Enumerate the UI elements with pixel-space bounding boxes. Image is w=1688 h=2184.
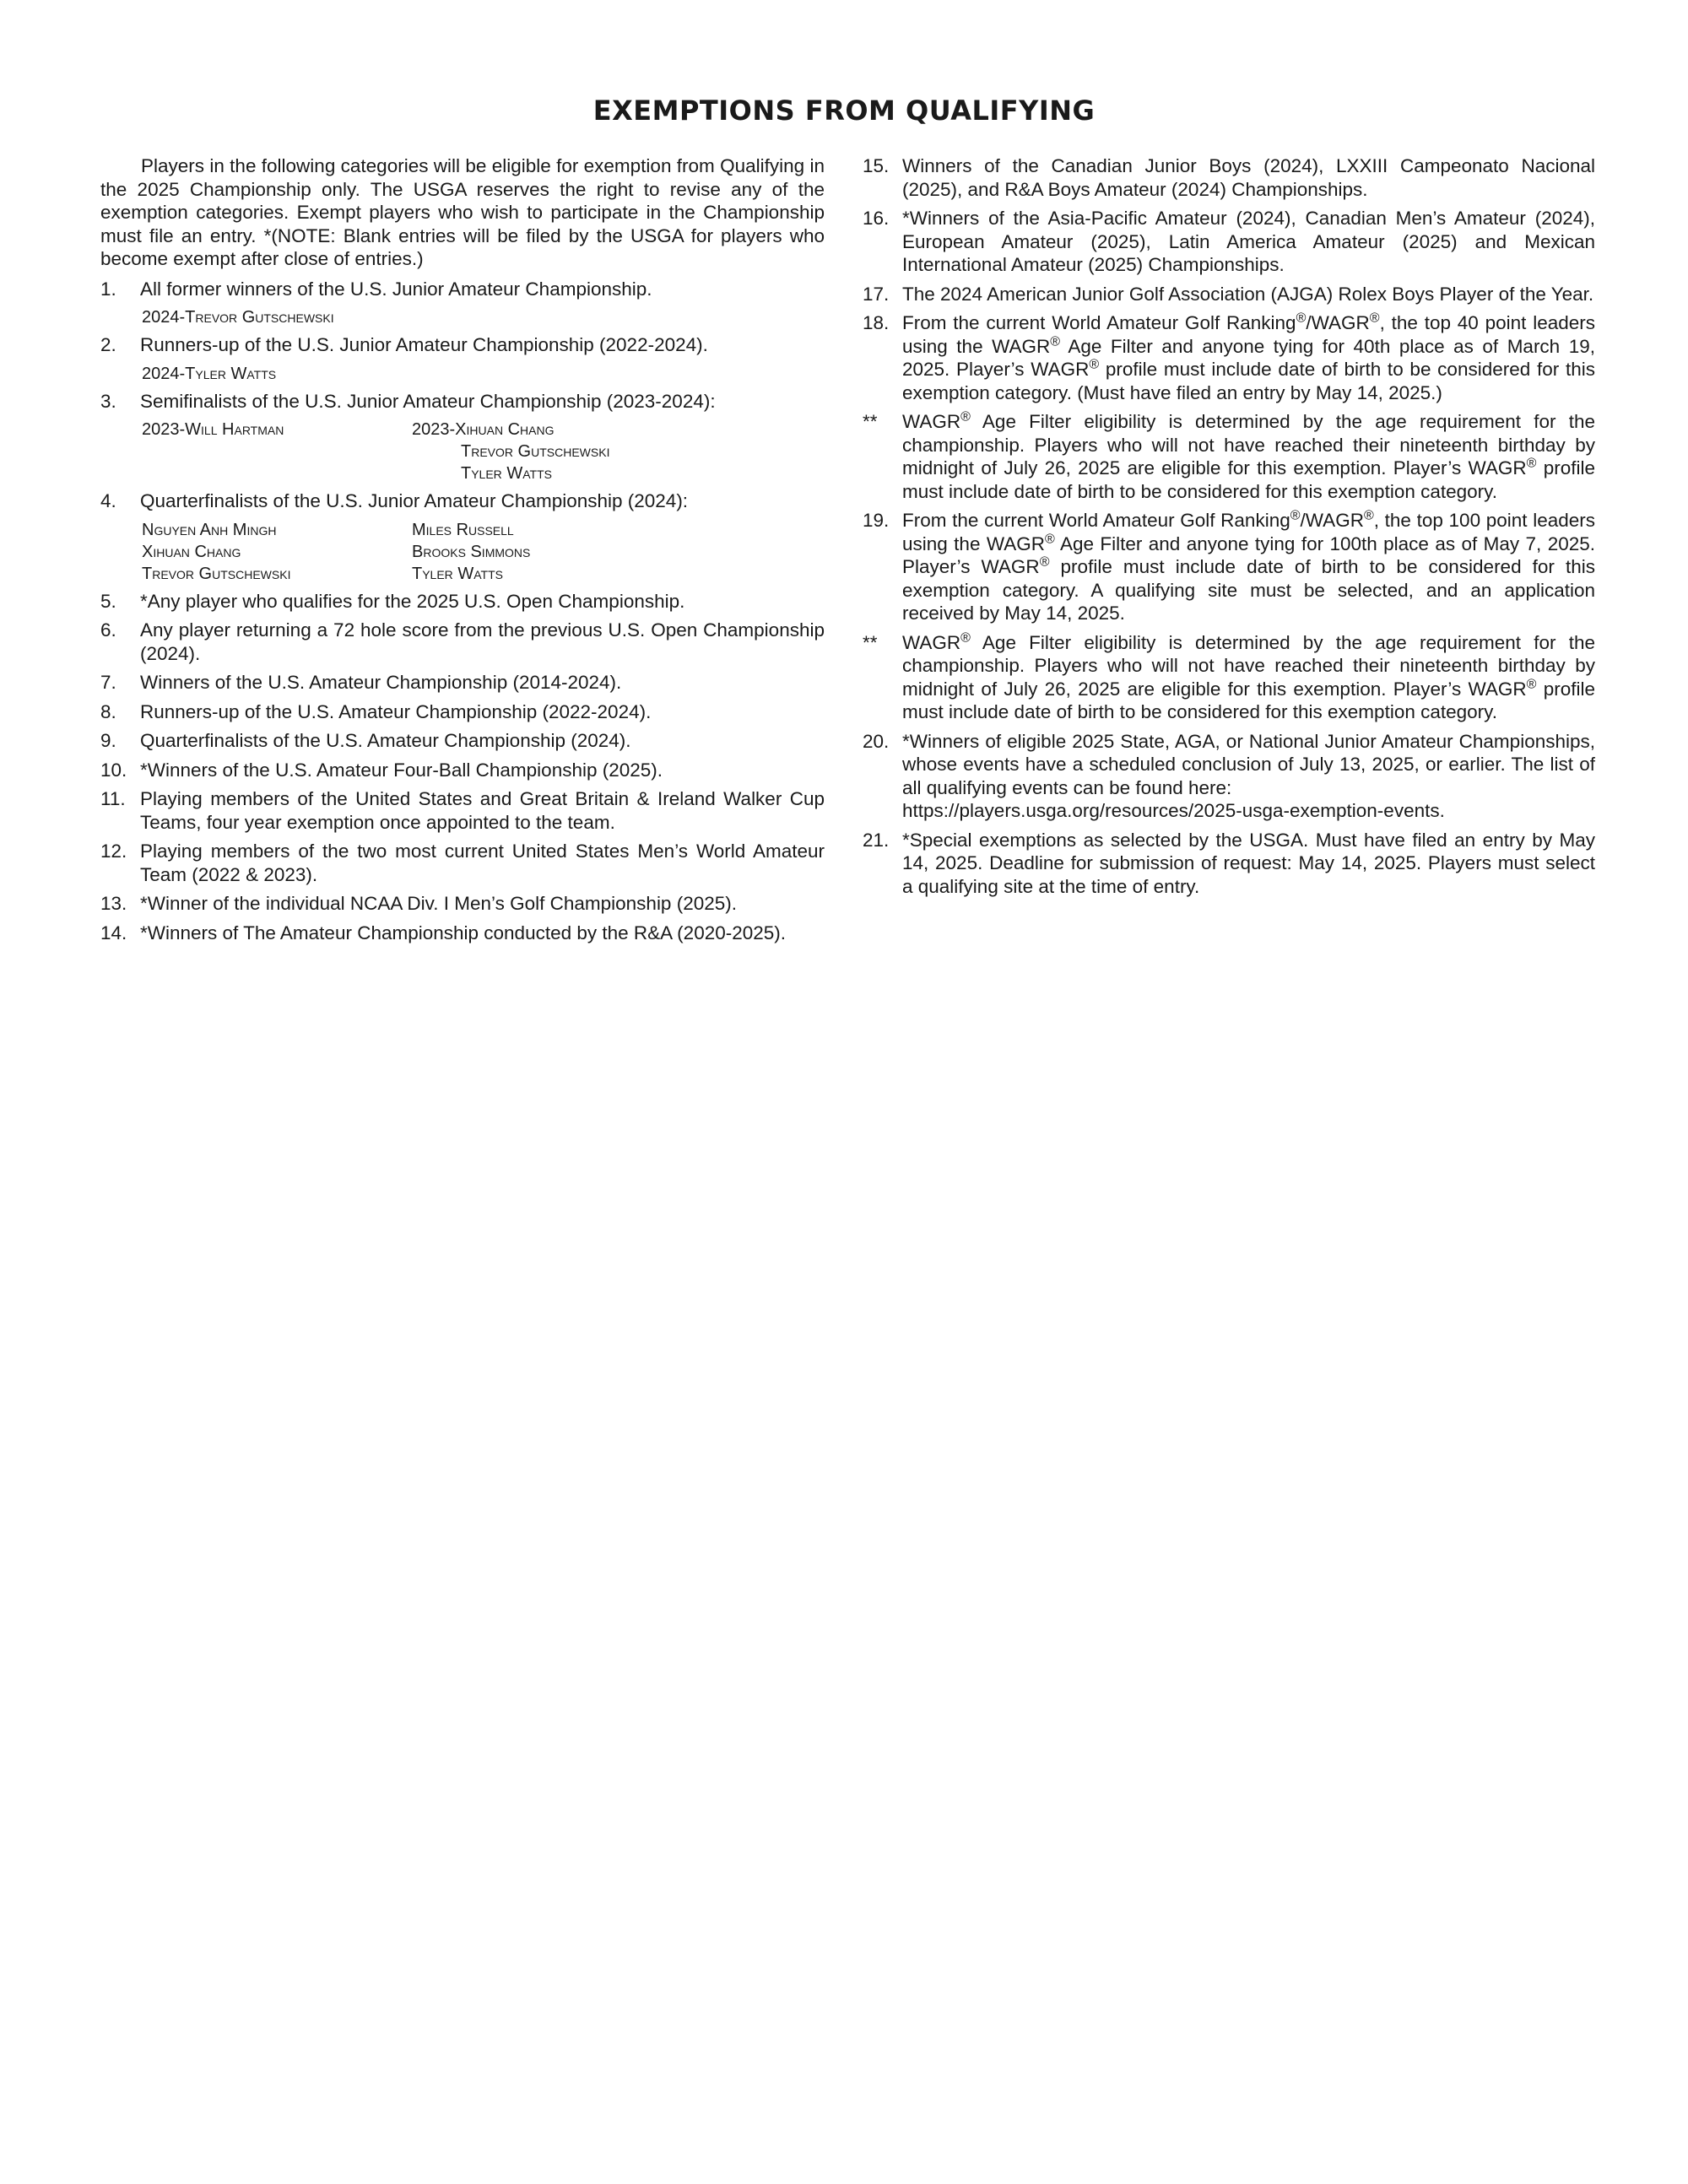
note-marker: ** (863, 411, 878, 432)
player-name: Xihuan Chang (142, 542, 241, 561)
list-item (100, 619, 825, 665)
item-text: Winners of the Canadian Junior Boys (2024), LXXIII Campeonato Nacional (2025), and R&A Boys Amateur (2024) Championships. (902, 155, 1595, 200)
registered-mark: ® (960, 409, 971, 424)
item-number: 21. (863, 829, 890, 851)
item-text: Playing members of the United States and Great Britain & Ireland Walker Cup Teams, four year exemption once appointed to the team. (140, 788, 825, 833)
list-item (100, 390, 825, 414)
player-name: Miles Russell (412, 520, 514, 539)
item-number: 5. (100, 590, 116, 612)
player-name: Tyler Watts (461, 464, 552, 483)
page-title: EXEMPTIONS FROM QUALIFYING (592, 95, 1096, 127)
registered-mark: ® (1089, 357, 1100, 372)
item-number: 2. (100, 334, 116, 355)
right-column (863, 154, 1595, 904)
item-number: 11. (100, 788, 126, 809)
list-item (100, 590, 825, 614)
note-marker: ** (863, 631, 878, 653)
player-name: 2023-Will Hartman (142, 420, 284, 439)
item-text: Playing members of the two most current United States Men’s World Amateur Team (2022 & 2023). (140, 841, 825, 885)
list-item (100, 278, 825, 301)
item-text: Any player returning a 72 hole score from the previous U.S. Open Championship (2024). (140, 619, 825, 664)
item-number: 19. (863, 510, 890, 531)
registered-mark: ® (1050, 334, 1061, 349)
item-number: 18. (863, 312, 890, 333)
left-column (100, 154, 825, 950)
list-item (100, 759, 825, 782)
registered-mark: ® (1369, 311, 1380, 326)
item-text: From the current World Amateur Golf Ranking®/WAGR®, the top 100 point leaders using the WAGR® Age Filter and anyone tying for 100th place as of May 7, 2025. Player’s WAGR® profile must include date of birth to be considered for this exemption category. A qualifying site must be selected, and an application received by May 14, 2025. (902, 508, 1595, 624)
item-number: 20. (863, 730, 890, 752)
item-number: 13. (100, 893, 127, 914)
player-name: 2023-Xihuan Chang (412, 420, 555, 439)
item-text: *Winners of the Asia-Pacific Amateur (2024), Canadian Men’s Amateur (2024), European Amateur (2025), Latin America Amateur (2025) and Mexican International Amateur (2025) Championships. (902, 208, 1595, 275)
item-text: *Any player who qualifies for the 2025 U.S. Open Championship. (140, 590, 685, 612)
item-number: 12. (100, 841, 127, 862)
item-text: Runners-up of the U.S. Junior Amateur Championship (2022-2024). (140, 334, 708, 355)
item-number: 4. (100, 490, 116, 511)
player-name: Nguyen Anh Mingh (142, 520, 277, 539)
note-item (863, 631, 1595, 724)
item-text: Quarterfinalists of the U.S. Amateur Championship (2024). (140, 730, 631, 751)
item-text: From the current World Amateur Golf Ranking®/WAGR®, the top 40 point leaders using the WAGR® Age Filter and anyone tying for 40th place as of March 19, 2025. Player’s WAGR® profile must include date of birth to be considered for this exemption category. (Must have filed an entry by May 14, 2025.) (902, 311, 1595, 403)
list-item (100, 489, 825, 513)
item-number: 14. (100, 922, 127, 943)
registered-mark: ® (1039, 554, 1050, 570)
intro-paragraph: Players in the following categories will be eligible for exemption from Qualifying in the 2025 Championship only. The USGA reserves the right to revise any of the exemption categories. Exempt players who wish to participate in the Championship must file an entry. *(NOTE: Blank entries will be filed by the USGA for players who become exempt after close of entries.) (100, 155, 825, 269)
player-name: 2024-Tyler Watts (142, 364, 277, 383)
list-item (100, 840, 825, 886)
item-text: All former winners of the U.S. Junior Amateur Championship. (140, 278, 652, 300)
item-text: The 2024 American Junior Golf Association (AJGA) Rolex Boys Player of the Year. (902, 283, 1594, 305)
item-text: *Winner of the individual NCAA Div. I Men’s Golf Championship (2025). (140, 893, 737, 914)
item-number: 17. (863, 283, 890, 305)
list-item (100, 700, 825, 724)
list-item (100, 671, 825, 695)
item-number: 3. (100, 390, 116, 412)
player-name: Trevor Gutschewski (142, 564, 291, 583)
note-text: WAGR® Age Filter eligibility is determined by the age requirement for the championship. Players who will not have reached their nineteenth birthday by midnight of July 26, 2025 are eligible for this exemption. Player’s WAGR® profile must include date of birth to be considered for this exemption category. (902, 409, 1595, 502)
player-names (100, 363, 825, 385)
registered-mark: ® (1526, 456, 1537, 471)
player-names (100, 306, 825, 328)
list-item (863, 829, 1595, 899)
list-item (100, 787, 825, 834)
player-name: 2024-Trevor Gutschewski (142, 308, 334, 327)
player-names (100, 419, 825, 484)
item-text: Quarterfinalists of the U.S. Junior Amateur Championship (2024): (140, 490, 689, 511)
item-number: 16. (863, 208, 890, 229)
item-text: *Winners of The Amateur Championship conducted by the R&A (2020-2025). (140, 922, 787, 943)
list-item (863, 311, 1595, 404)
list-item (100, 729, 825, 753)
registered-mark: ® (1045, 532, 1055, 546)
registered-mark: ® (1526, 677, 1537, 691)
list-item (863, 730, 1595, 823)
exemption-events-link[interactable]: https://players.usga.org/resources/2025-usga-exemption-events. (902, 800, 1445, 821)
player-names (100, 519, 825, 585)
player-name: Trevor Gutschewski (461, 442, 610, 461)
list-item (863, 154, 1595, 201)
registered-mark: ® (1296, 311, 1307, 326)
registered-mark: ® (1363, 508, 1374, 523)
item-number: 10. (100, 759, 127, 781)
item-text: *Winners of the U.S. Amateur Four-Ball Championship (2025). (140, 759, 663, 781)
list-item (863, 207, 1595, 277)
item-number: 6. (100, 619, 116, 641)
item-text: *Winners of eligible 2025 State, AGA, or National Junior Amateur Championships, whose events have a scheduled conclusion of July 13, 2025, or earlier. The list of all qualifying events can be found here: https://players.usga.org/resources/2025-usga-exemption-events. (902, 730, 1595, 821)
list-item (100, 892, 825, 916)
list-item (100, 922, 825, 945)
item-number: 1. (100, 278, 116, 300)
item-text: Semifinalists of the U.S. Junior Amateur Championship (2023-2024): (140, 390, 716, 412)
note-text: WAGR® Age Filter eligibility is determined by the age requirement for the championship. Players who will not have reached their nineteenth birthday by midnight of July 26, 2025 are eligible for this exemption. Player’s WAGR® profile must include date of birth to be considered for this exemption category. (902, 630, 1595, 722)
item-text: Runners-up of the U.S. Amateur Championship (2022-2024). (140, 700, 652, 722)
item-text: Winners of the U.S. Amateur Championship (2014-2024). (140, 672, 622, 693)
item-number: 9. (100, 730, 116, 751)
registered-mark: ® (1290, 508, 1301, 523)
registered-mark: ® (960, 630, 971, 645)
item-number: 15. (863, 155, 890, 176)
item-number: 8. (100, 700, 116, 722)
player-name: Brooks Simmons (412, 542, 531, 561)
item-text: *Special exemptions as selected by the USGA. Must have filed an entry by May 14, 2025. Deadline for submission of request: May 14, 2025. Players must select a qualifying site at the time of entry. (902, 829, 1595, 897)
player-name: Tyler Watts (412, 564, 503, 583)
list-item (100, 333, 825, 357)
item-number: 7. (100, 672, 116, 693)
list-item (863, 509, 1595, 625)
list-item (863, 283, 1595, 306)
note-item (863, 410, 1595, 503)
